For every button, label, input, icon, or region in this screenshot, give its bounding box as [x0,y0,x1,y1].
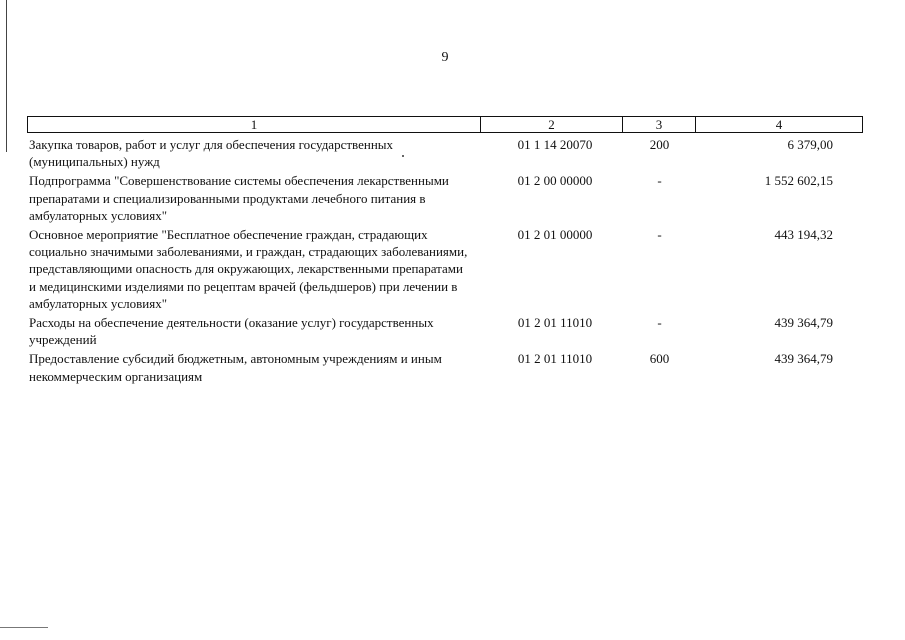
table-row [29,136,863,170]
table-row [29,172,863,224]
row-type: - [657,173,662,189]
page-number: 9 [441,50,449,65]
row-amount: 6 379,00 [787,137,833,152]
row-type: - [657,315,662,331]
row-name: Закупка товаров, работ и услуг для обеспечения государственных (муниципальных) нужд [29,137,394,170]
row-amount: 1 552 602,15 [764,173,833,189]
column-header-4: 4 [695,117,862,132]
row-type: - [657,227,662,243]
row-amount: 439 364,79 [774,351,833,367]
row-amount: 439 364,79 [774,315,833,331]
row-name: Подпрограмма "Совершенствование системы обеспечения лекарственными препаратами и специализированными продуктами лечебного питания в амбулаторных условиях" [29,173,449,223]
row-code: 01 2 01 00000 [517,227,593,243]
row-type: 200 [649,137,670,152]
row-code: 01 2 00 00000 [517,173,593,189]
column-header-2: 2 [480,117,622,132]
row-code: 01 2 01 11010 [517,315,593,331]
table-row [29,350,863,384]
row-name: Предоставление субсидий бюджетным, автономным учреждениям и иным некоммерческим организациям [29,351,442,384]
table-row [29,226,863,312]
budget-table-body [29,136,863,387]
column-header-1: 1 [250,117,258,132]
row-name: Основное мероприятие "Бесплатное обеспечение граждан, страдающих социально значимыми заболеваниями, и граждан, страдающих заболеваниями, представляющими опасность для окружающих, лекарственными препаратами и медицинскими изделиями по рецептам врачей (фельдшеров) при лечении в амбулаторных условиях" [29,227,468,311]
table-row [29,314,863,348]
column-header-3: 3 [622,117,695,132]
scan-edge-mark [0,627,48,628]
row-amount: 443 194,32 [774,227,833,243]
row-code: 01 2 01 11010 [517,351,593,367]
table-column-header-row [27,116,863,133]
row-name: Расходы на обеспечение деятельности (оказание услуг) государственных учреждений [29,315,434,348]
row-code: 01 1 14 20070 [517,137,593,152]
scan-edge-line [6,0,7,152]
row-type: 600 [649,351,670,367]
